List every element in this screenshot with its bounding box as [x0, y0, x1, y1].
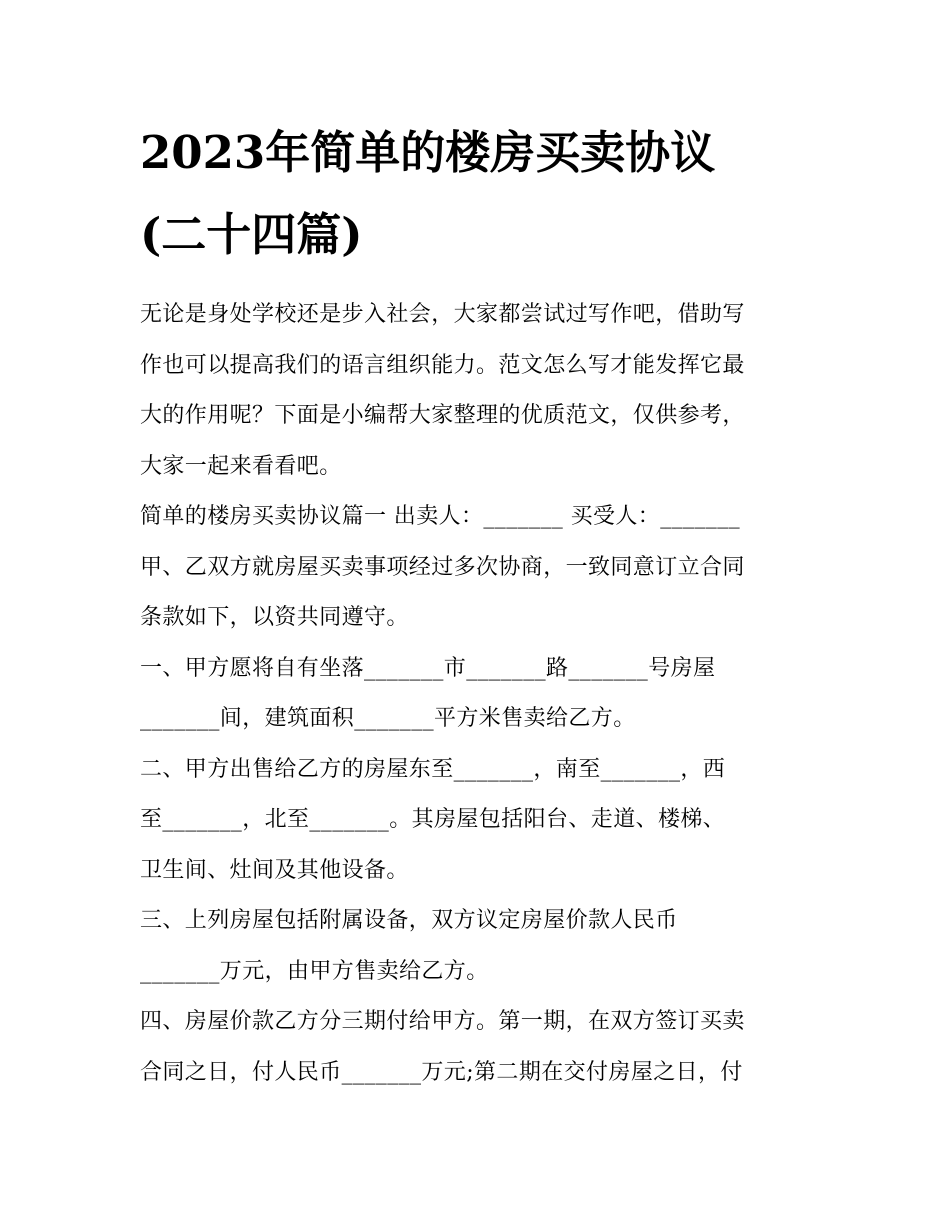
paragraph-line: 作也可以提高我们的语言组织能力。范文怎么写才能发挥它最 [140, 352, 745, 378]
clause-4-paragraph [140, 997, 812, 1098]
clause-1-paragraph [140, 644, 812, 745]
paragraph-line: 卫生间、灶间及其他设备。 [140, 857, 409, 883]
paragraph-line: 二、甲方出售给乙方的房屋东至_______，南至_______，西 [140, 756, 726, 782]
paragraph-line: 至_______，北至_______。其房屋包括阳台、走道、楼梯、 [140, 807, 726, 832]
paragraph-line: 大的作用呢？下面是小编帮大家整理的优质范文，仅供参考， [140, 403, 745, 428]
title-line-2: (二十四篇) [140, 208, 363, 261]
paragraph-line: 一、甲方愿将自有坐落_______市_______路_______号房屋 [140, 655, 716, 681]
clause-2-paragraph [140, 745, 812, 897]
document-title [140, 112, 812, 276]
intro-paragraph [140, 290, 812, 492]
clause-3-paragraph [140, 896, 812, 997]
paragraph-line: 条款如下，以资共同遵守。 [140, 605, 409, 630]
paragraph-line: 三、上列房屋包括附属设备，双方议定房屋价款人民币 [140, 908, 678, 933]
title-line-1: 2023年简单的楼房买卖协议 [140, 126, 716, 179]
document-body [140, 290, 812, 1098]
paragraph-line: 四、房屋价款乙方分三期付给甲方。第一期，在双方签订买卖 [140, 1009, 745, 1034]
paragraph-line: 合同之日，付人民币_______万元;第二期在交付房屋之日，付 [140, 1059, 743, 1085]
paragraph-line: _______间，建筑面积_______平方米售卖给乙方。 [140, 706, 636, 731]
agreement-header-paragraph [140, 492, 812, 644]
paragraph-line: 甲、乙双方就房屋买卖事项经过多次协商，一致同意订立合同 [140, 554, 745, 580]
paragraph-line: 大家一起来看看吧。 [140, 453, 342, 479]
paragraph-line: _______万元，由甲方售卖给乙方。 [140, 958, 489, 984]
paragraph-line: 无论是身处学校还是步入社会，大家都尝试过写作吧，借助写 [140, 302, 745, 327]
document-content [140, 112, 812, 1098]
paragraph-line: 简单的楼房买卖协议篇一 出卖人：_______ 买受人：_______ [140, 504, 740, 529]
